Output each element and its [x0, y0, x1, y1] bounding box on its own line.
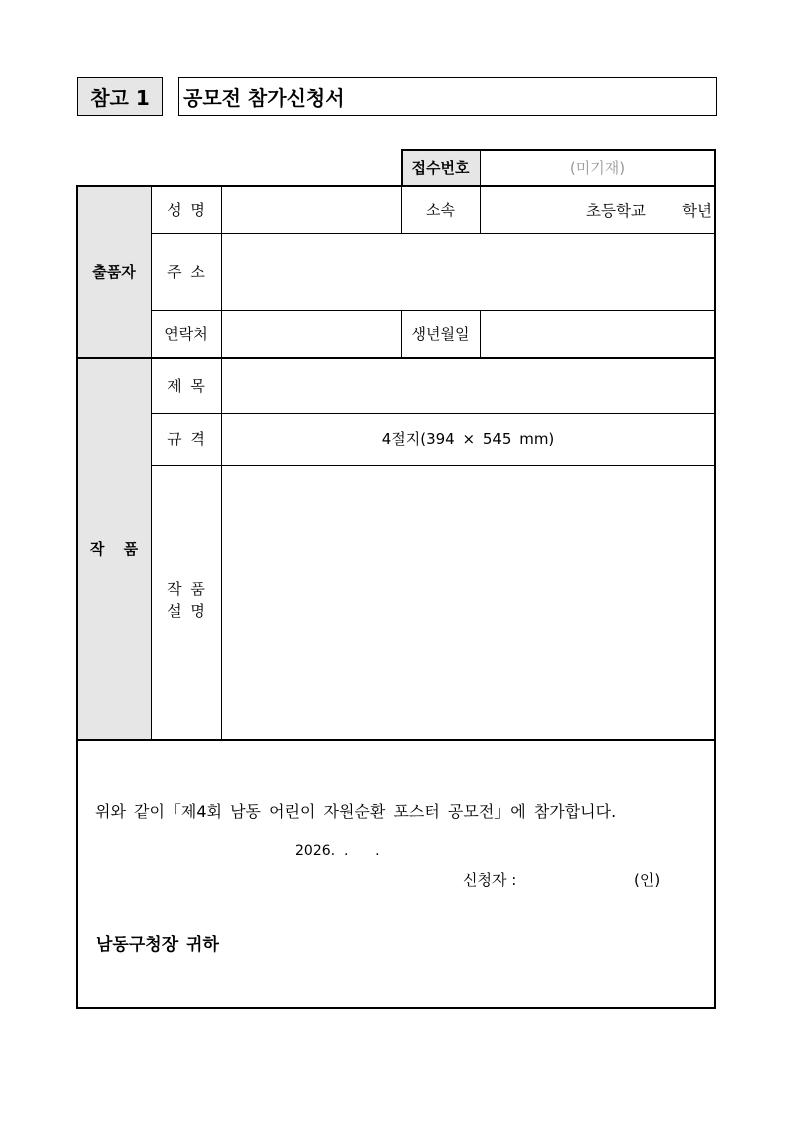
work-size-label: 규 격 — [167, 430, 205, 448]
work-description-label-line2: 설 명 — [167, 602, 205, 620]
ref-label: 참고 1 — [90, 86, 150, 110]
contact-label: 연락처 — [164, 324, 208, 343]
applicant-section-label: 출품자 — [92, 263, 136, 281]
work-section-label: 작 품 — [89, 540, 139, 558]
address-field[interactable] — [222, 234, 714, 309]
address-label: 주 소 — [167, 262, 205, 281]
declaration-date: 2026. . . — [295, 843, 380, 859]
work-title-label: 제 목 — [167, 376, 205, 395]
seal-mark: (인) — [634, 871, 661, 889]
page-title-box — [178, 77, 717, 116]
recipient: 남동구청장 귀하 — [96, 935, 219, 955]
birthdate-label: 생년월일 — [411, 324, 470, 343]
contact-field[interactable] — [222, 311, 400, 356]
applicant-sign-label: 신청자 : — [463, 871, 517, 889]
applicant-sign-field[interactable] — [530, 866, 630, 892]
work-size-value: 4절지(394 × 545 mm) — [381, 430, 555, 448]
name-field[interactable] — [222, 187, 400, 232]
work-description-label-line1: 작 품 — [167, 580, 205, 598]
declaration-statement: 위와 같이「제4회 남동 어린이 자원순환 포스터 공모전」에 참가합니다. — [95, 802, 617, 821]
receipt-label: 접수번호 — [411, 158, 470, 177]
ref-label-box — [77, 77, 163, 116]
school-text: 초등학교 — [586, 202, 646, 220]
work-title-field[interactable] — [222, 359, 714, 412]
receipt-value: (미기재) — [569, 158, 626, 177]
name-label: 성 명 — [167, 200, 205, 219]
page-title: 공모전 참가신청서 — [183, 86, 345, 110]
work-description-label — [151, 500, 221, 700]
work-description-field[interactable] — [222, 466, 714, 739]
birthdate-field[interactable] — [481, 311, 714, 356]
affiliation-label: 소속 — [426, 200, 455, 219]
grade-text: 학년 — [682, 202, 712, 220]
